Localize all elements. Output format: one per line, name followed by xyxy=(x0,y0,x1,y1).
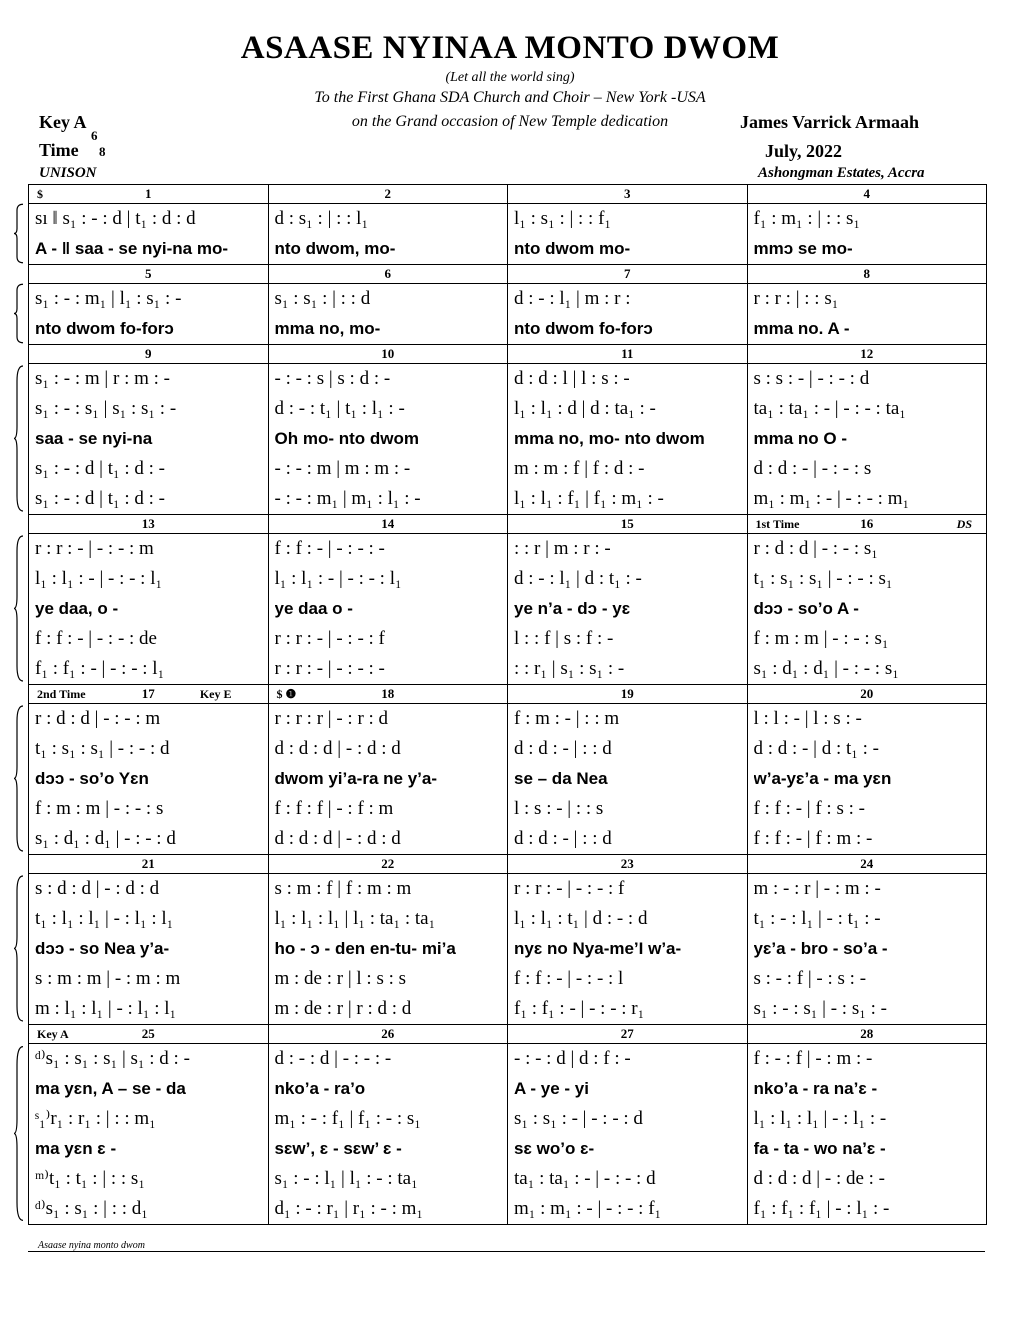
solfa-line: ta₁ : ta₁ : - | - : - : d xyxy=(514,1168,656,1189)
measure-number xyxy=(268,685,508,703)
solfa-line: d : - : t₁ | t₁ : l₁ : - xyxy=(274,398,405,419)
measure xyxy=(268,704,508,854)
measures-row xyxy=(29,204,986,264)
measure xyxy=(747,204,987,264)
key-change-label: Key E xyxy=(199,687,232,701)
measure-number xyxy=(747,265,987,283)
solfa-line: ᵐ⁾t₁ : t₁ : | : : s₁ xyxy=(35,1168,145,1189)
solfa-line: s : s : - | - : - : d xyxy=(753,368,870,389)
measure xyxy=(268,874,508,1024)
measure xyxy=(747,704,987,854)
solfa-line: d : - : l₁ | d : t₁ : - xyxy=(514,568,642,589)
solfa-line: r : d : d | - : - : s₁ xyxy=(753,538,878,559)
measure-label: $ xyxy=(37,187,43,201)
solfa-line: l₁ : l₁ : d | d : ta₁ : - xyxy=(514,398,656,419)
solfa-line: d : d : l | l : s : - xyxy=(514,368,630,389)
measure-number xyxy=(268,855,508,873)
solfa-line: - : - : d | d : f : - xyxy=(514,1048,631,1069)
measure-number xyxy=(507,345,747,363)
solfa-line: : : r₁ | s₁ : s₁ : - xyxy=(514,658,625,679)
lyric-line: nto dwom fo-forɔ xyxy=(514,319,653,338)
measure-number xyxy=(268,345,508,363)
solfa-line: s₁ : s₁ : | : : d xyxy=(274,288,371,309)
lyric-line: sɛw’, ɛ - sɛw’ ɛ - xyxy=(274,1139,402,1158)
solfa-line: l₁ : l₁ : l₁ | l₁ : ta₁ : ta₁ xyxy=(274,908,436,929)
solfa-line: f₁ : m₁ : | : : s₁ xyxy=(753,208,861,229)
solfa-line: s₁ : - : s₁ | - : s₁ : - xyxy=(753,998,887,1019)
lyric-line: nto dwom, mo- xyxy=(274,239,396,258)
lyric-line: nto dwom fo-forɔ xyxy=(35,319,174,338)
solfa-line: t₁ : l₁ : l₁ | - : l₁ : l₁ xyxy=(35,908,174,929)
lyric-line: dɔɔ - so Nea y’a- xyxy=(35,939,170,958)
lyric-line: sɛ wo’o ɛ- xyxy=(514,1139,595,1158)
part-label: UNISON xyxy=(39,165,97,181)
subtitle: (Let all the world sing) xyxy=(445,70,575,85)
measures-row xyxy=(29,874,986,1024)
measure-number-text: 4 xyxy=(863,186,870,201)
measure-number xyxy=(507,855,747,873)
solfa-line: l₁ : s₁ : | : : f₁ xyxy=(514,208,612,229)
measure-number xyxy=(29,185,268,203)
solfa-line: : : r | m : r : - xyxy=(514,538,611,559)
measure xyxy=(507,1044,747,1224)
key-signature: Key A xyxy=(39,112,87,132)
lyric-line: dwom yi’a-ra ne y’a- xyxy=(274,769,437,788)
measure-label: 1st Time xyxy=(755,517,800,531)
solfa-line: d : s₁ : | : : l₁ xyxy=(274,208,369,229)
solfa-line: l₁ : l₁ : f₁ | f₁ : m₁ : - xyxy=(514,488,664,509)
measures-row xyxy=(29,534,986,684)
solfa-line: s₁ : - : s₁ | s₁ : s₁ : - xyxy=(35,398,177,419)
measure xyxy=(507,284,747,344)
solfa-line: d : d : d | - : de : - xyxy=(753,1168,886,1189)
measure-label: 2nd Time xyxy=(37,687,86,701)
measure xyxy=(29,704,268,854)
measure xyxy=(507,364,747,514)
measure-number xyxy=(29,515,268,533)
measure-number-text: 7 xyxy=(624,266,631,281)
solfa-line: f₁ : f₁ : - | - : - : r₁ xyxy=(514,998,645,1019)
lyric-line: fa - ta - wo na’ɛ - xyxy=(753,1139,886,1158)
solfa-line: r : r : - | - : - : m xyxy=(35,538,154,559)
solfa-line: d : d : d | - : d : d xyxy=(274,738,401,759)
lyric-line: mma no O - xyxy=(753,429,848,448)
solfa-line: t₁ : s₁ : s₁ | - : - : d xyxy=(35,738,170,759)
lyric-line: Oh mo- nto dwom xyxy=(274,429,419,448)
solfa-line: d : d : - | : : d xyxy=(514,738,612,759)
lyric-line: ho - ɔ - den en-tu- mi’a xyxy=(274,939,456,958)
measure-label: Key A xyxy=(37,1027,69,1041)
lyric-line: A - ye - yi xyxy=(514,1079,589,1098)
measure xyxy=(29,534,268,684)
measure-number-text: 5 xyxy=(145,266,152,281)
solfa-line: d : d : d | - : d : d xyxy=(274,828,401,849)
page-title: ASAASE NYINAA MONTO DWOM xyxy=(240,30,780,66)
solfa-line: f : f : - | - : - : de xyxy=(35,628,157,649)
solfa-line: d : d : - | d : t₁ : - xyxy=(753,738,879,759)
time-signature xyxy=(39,128,106,161)
solfa-line: ta₁ : ta₁ : - | - : - : ta₁ xyxy=(753,398,906,419)
solfa-line: - : - : m₁ | m₁ : l₁ : - xyxy=(274,488,421,509)
measure-number-text: 9 xyxy=(145,346,152,361)
measure-number-text: 12 xyxy=(860,346,874,361)
measure-number-text: 22 xyxy=(381,856,395,871)
solfa-line: f : f : - | - : - : l xyxy=(514,968,624,989)
lyric-line: mma no. A - xyxy=(753,319,850,338)
solfa-line: s : m : m | - : m : m xyxy=(35,968,181,989)
measure-number xyxy=(747,345,987,363)
measure-label: $ ❶ xyxy=(276,687,297,701)
measure xyxy=(268,534,508,684)
measure xyxy=(29,204,268,264)
measure-number xyxy=(268,515,508,533)
measure xyxy=(268,204,508,264)
solfa-line: f : f : f | - : f : m xyxy=(274,798,394,819)
measure-numbers-row xyxy=(29,855,986,874)
system-brace xyxy=(13,873,25,1024)
measure xyxy=(29,874,268,1024)
measures-row xyxy=(29,704,986,854)
solfa-line: t₁ : s₁ : s₁ | - : - : s₁ xyxy=(753,568,893,589)
solfa-line: f : m : m | - : - : s xyxy=(35,798,164,819)
measure-number-text: 27 xyxy=(620,1026,634,1041)
solfa-line: l₁ : l₁ : l₁ | - : l₁ : - xyxy=(753,1108,887,1129)
system xyxy=(29,685,986,855)
lyric-line: A - ‖ saa - se nyi-na mo- xyxy=(35,239,228,258)
measure-number-text: 8 xyxy=(863,266,870,281)
measure-number xyxy=(747,185,987,203)
measure xyxy=(29,1044,268,1224)
solfa-line: m₁ : m₁ : - | - : - : m₁ xyxy=(753,488,910,509)
solfa-line: f₁ : f₁ : - | - : - : l₁ xyxy=(35,658,165,679)
lyric-line: se – da Nea xyxy=(514,769,608,788)
measure-number-text: 1 xyxy=(145,186,152,201)
lyric-line: ye n’a - dɔ - yɛ xyxy=(514,599,631,618)
solfa-line: m₁ : - : f₁ | f₁ : - : s₁ xyxy=(274,1108,421,1129)
solfa-line: s : d : d | - : d : d xyxy=(35,878,160,899)
place: Ashongman Estates, Accra xyxy=(758,165,925,181)
time-numerator: 6 xyxy=(91,128,98,143)
dedication-line-2: on the Grand occasion of New Temple dedication xyxy=(351,113,669,130)
solfa-line: f : m : m | - : - : s₁ xyxy=(753,628,889,649)
footer-rule xyxy=(28,1251,985,1252)
score xyxy=(28,184,987,1225)
solfa-line: s₁ : - : l₁ | l₁ : - : ta₁ xyxy=(274,1168,418,1189)
solfa-line: ᵈ⁾s₁ : s₁ : s₁ | s₁ : d : - xyxy=(35,1048,190,1069)
lyric-line: nto dwom mo- xyxy=(514,239,631,258)
measure-number-text: 18 xyxy=(381,686,395,701)
solfa-line: sı ‖ s₁ : - : d | t₁ : d : d xyxy=(35,208,196,229)
solfa-line: s : m : f | f : m : m xyxy=(274,878,412,899)
date: July, 2022 xyxy=(765,141,843,161)
solfa-line: f₁ : f₁ : f₁ | - : l₁ : - xyxy=(753,1198,890,1219)
system xyxy=(29,855,986,1025)
solfa-line: r : r : - | - : - : - xyxy=(274,658,385,679)
measure xyxy=(268,284,508,344)
footer-text: Asaase nyina monto dwom xyxy=(38,1240,145,1251)
measure-number-text: 17 xyxy=(141,686,155,701)
measure-number xyxy=(507,265,747,283)
measure-number-text: 25 xyxy=(141,1026,155,1041)
measure-number xyxy=(268,265,508,283)
measure-number-text: 16 xyxy=(860,516,874,531)
measure-number-text: 11 xyxy=(621,346,634,361)
system-brace xyxy=(13,203,25,264)
measure-number-text: 6 xyxy=(384,266,391,281)
solfa-line: s₁ : d₁ : d₁ | - : - : d xyxy=(35,828,176,849)
measure xyxy=(268,364,508,514)
lyric-line: mmɔ se mo- xyxy=(753,239,853,258)
solfa-line: l : l : - | l : s : - xyxy=(753,708,862,729)
solfa-line: d : - : l₁ | m : r : xyxy=(514,288,631,309)
measure-numbers-row xyxy=(29,1025,986,1044)
solfa-line: l₁ : l₁ : t₁ | d : - : d xyxy=(514,908,648,929)
measure-number-text: 19 xyxy=(620,686,634,701)
solfa-line: - : - : s | s : d : - xyxy=(274,368,391,389)
system xyxy=(29,265,986,345)
measure-numbers-row xyxy=(29,515,986,534)
lyric-line: dɔɔ - so’o A - xyxy=(753,599,859,618)
measure-number xyxy=(29,265,268,283)
solfa-line: d : d : - | - : - : s xyxy=(753,458,872,479)
lyric-line: ye daa o - xyxy=(274,599,353,618)
lyric-line: mma no, mo- xyxy=(274,319,381,338)
system xyxy=(29,345,986,515)
measure-number xyxy=(507,1025,747,1043)
solfa-line: t₁ : - : l₁ | - : t₁ : - xyxy=(753,908,881,929)
solfa-line: m : de : r | r : d : d xyxy=(274,998,412,1019)
lyric-line: ma yɛn ɛ - xyxy=(35,1139,117,1158)
measure-number-text: 15 xyxy=(620,516,634,531)
solfa-line: r : d : d | - : - : m xyxy=(35,708,161,729)
measure-number xyxy=(268,185,508,203)
measure-number-text: 3 xyxy=(624,186,631,201)
system xyxy=(29,1025,986,1225)
measure xyxy=(747,534,987,684)
system-brace xyxy=(13,283,25,344)
system-brace xyxy=(13,1043,25,1224)
lyric-line: nyɛ no Nya-me’I w’a- xyxy=(514,939,682,958)
measure-number-text: 26 xyxy=(381,1026,395,1041)
lyric-line: w’a-yɛ’a - ma yɛn xyxy=(753,769,892,788)
solfa-line: s₁ : s₁ : - | - : - : d xyxy=(514,1108,643,1129)
measure-direction: DS xyxy=(956,517,972,531)
solfa-line: f : - : f | - : m : - xyxy=(753,1048,873,1069)
solfa-line: r : r : r | - : r : d xyxy=(274,708,389,729)
solfa-line: l : : f | s : f : - xyxy=(514,628,614,649)
measure-number xyxy=(29,855,268,873)
solfa-line: m : - : r | - : m : - xyxy=(753,878,881,899)
solfa-line: r : r : | : : s₁ xyxy=(753,288,839,309)
measure-number xyxy=(268,1025,508,1043)
measure xyxy=(507,874,747,1024)
measure-number xyxy=(507,685,747,703)
solfa-line: m : m : f | f : d : - xyxy=(514,458,645,479)
solfa-line: r : r : - | - : - : f xyxy=(274,628,385,649)
solfa-line: d : d : - | : : d xyxy=(514,828,612,849)
solfa-line: f : f : - | - : - : - xyxy=(274,538,385,559)
solfa-line: ˢ₁⁾r₁ : r₁ : | : : m₁ xyxy=(35,1108,156,1129)
lyric-line: saa - se nyi-na xyxy=(35,429,153,448)
lyric-line: nko’a - ra’o xyxy=(274,1079,366,1098)
solfa-line: d : - : d | - : - : - xyxy=(274,1048,392,1069)
lyric-line: mma no, mo- nto dwom xyxy=(514,429,705,448)
measures-row xyxy=(29,284,986,344)
measure-numbers-row xyxy=(29,685,986,704)
solfa-line: f : f : - | f : s : - xyxy=(753,798,865,819)
time-denominator: 8 xyxy=(99,144,106,159)
lyric-line: yɛ’a - bro - so’a - xyxy=(753,939,888,958)
measure xyxy=(268,1044,508,1224)
measure-number-text: 10 xyxy=(381,346,395,361)
measure-number xyxy=(747,515,987,533)
measure-numbers-row xyxy=(29,185,986,204)
solfa-line: s₁ : - : m₁ | l₁ : s₁ : - xyxy=(35,288,182,309)
measure-number-text: 21 xyxy=(141,856,155,871)
solfa-line: f : m : - | : : m xyxy=(514,708,620,729)
measure xyxy=(747,364,987,514)
solfa-line: l₁ : l₁ : - | - : - : l₁ xyxy=(274,568,402,589)
measure-number-text: 24 xyxy=(860,856,874,871)
measure-number-text: 14 xyxy=(381,516,395,531)
solfa-line: l₁ : l₁ : - | - : - : l₁ xyxy=(35,568,163,589)
measure-number xyxy=(747,685,987,703)
measure-number xyxy=(747,855,987,873)
system-brace xyxy=(13,703,25,854)
measure xyxy=(507,704,747,854)
measure-number-text: 2 xyxy=(384,186,391,201)
solfa-line: s₁ : - : d | t₁ : d : - xyxy=(35,488,165,509)
measure xyxy=(507,534,747,684)
solfa-line: s₁ : - : d | t₁ : d : - xyxy=(35,458,165,479)
solfa-line: r : r : - | - : - : f xyxy=(514,878,625,899)
solfa-line: s₁ : - : m | r : m : - xyxy=(35,368,170,389)
measure-numbers-row xyxy=(29,345,986,364)
system-brace xyxy=(13,533,25,684)
measure-number xyxy=(507,185,747,203)
solfa-line: l : s : - | : : s xyxy=(514,798,604,819)
solfa-line: - : - : m | m : m : - xyxy=(274,458,411,479)
measure xyxy=(747,874,987,1024)
measure-number-text: 13 xyxy=(141,516,155,531)
measure-number xyxy=(29,685,268,703)
solfa-line: m : l₁ : l₁ | - : l₁ : l₁ xyxy=(35,998,177,1019)
time-label: Time xyxy=(39,140,79,160)
dedication-line-1: To the First Ghana SDA Church and Choir – New York -USA xyxy=(314,89,706,106)
system-brace xyxy=(13,363,25,514)
solfa-line: m₁ : m₁ : - | - : - : f₁ xyxy=(514,1198,662,1219)
measure xyxy=(29,284,268,344)
lyric-line: ma yɛn, A – se - da xyxy=(35,1079,186,1098)
lyric-line: ye daa, o - xyxy=(35,599,119,618)
measure-numbers-row xyxy=(29,265,986,284)
solfa-line: m : de : r | l : s : s xyxy=(274,968,407,989)
measure xyxy=(29,364,268,514)
measure xyxy=(507,204,747,264)
measures-row xyxy=(29,364,986,514)
measure-number-text: 28 xyxy=(860,1026,874,1041)
measure-number-text: 20 xyxy=(860,686,874,701)
solfa-line: s : - : f | - : s : - xyxy=(753,968,867,989)
composer: James Varrick Armaah xyxy=(740,112,919,132)
system xyxy=(29,185,986,265)
solfa-line: s₁ : d₁ : d₁ | - : - : s₁ xyxy=(753,658,899,679)
measure xyxy=(747,1044,987,1224)
measure xyxy=(747,284,987,344)
measure-number xyxy=(29,345,268,363)
solfa-line: d₁ : - : r₁ | r₁ : - : m₁ xyxy=(274,1198,424,1219)
measures-row xyxy=(29,1044,986,1224)
solfa-line: f : f : - | f : m : - xyxy=(753,828,873,849)
system xyxy=(29,515,986,685)
measure-number xyxy=(747,1025,987,1043)
solfa-line: ᵈ⁾s₁ : s₁ : | : : d₁ xyxy=(35,1198,148,1219)
lyric-line: nko’a - ra na’ɛ - xyxy=(753,1079,878,1098)
measure-number xyxy=(29,1025,268,1043)
lyric-line: dɔɔ - so’o Yɛn xyxy=(35,769,149,788)
measure-number-text: 23 xyxy=(620,856,634,871)
measure-number xyxy=(507,515,747,533)
